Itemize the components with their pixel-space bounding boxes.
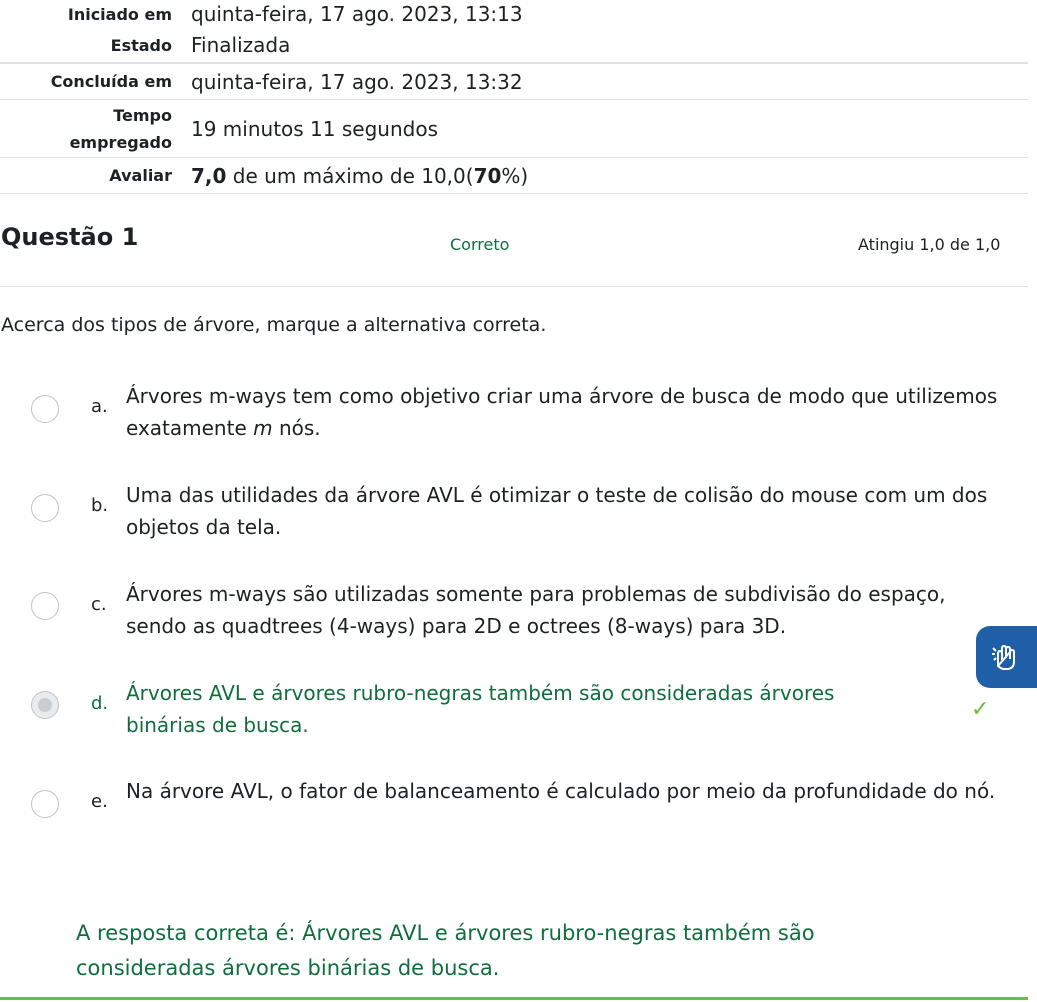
question-title: Questão 1: [1, 223, 139, 251]
summary-label: [0, 102, 172, 156]
right-answer-feedback: [0, 888, 1028, 1000]
divider: [0, 286, 1028, 287]
feedback-text: A resposta correta é: Árvores AVL e árvores rubro-negras também são consideradas árvores binárias de busca.: [76, 921, 815, 980]
option-text: Uma das utilidades da árvore AVL é otimizar o teste de colisão do mouse com um dos objetos da tela.: [126, 483, 988, 539]
question-text: Acerca dos tipos de árvore, marque a alternativa correta.: [1, 314, 547, 336]
radio-button[interactable]: [31, 494, 59, 522]
answer-option-e[interactable]: [31, 775, 1021, 835]
check-icon: ✓: [971, 697, 990, 722]
answer-option-c[interactable]: [31, 578, 1021, 638]
radio-button[interactable]: [31, 691, 59, 719]
sign-language-icon: [990, 640, 1024, 674]
summary-value: quinta-feira, 17 ago. 2023, 13:13: [191, 2, 523, 26]
summary-row-time: [0, 100, 1028, 158]
summary-label-line: Tempo: [113, 105, 172, 125]
summary-label: Estado: [110, 35, 172, 55]
answer-option-b[interactable]: [31, 479, 1021, 539]
grade-value: 7,0: [191, 163, 227, 188]
summary-row-started: [0, 0, 1028, 28]
summary-row-state: [0, 28, 1028, 64]
summary-value: [172, 164, 528, 188]
option-letter: e.: [91, 791, 108, 812]
radio-button[interactable]: [31, 790, 59, 818]
summary-row-completed: [0, 64, 1028, 100]
summary-row-grade: [0, 158, 1028, 194]
summary-value: 19 minutos 11 segundos: [191, 116, 438, 141]
summary-label: Concluída em: [50, 72, 172, 91]
answer-option-a[interactable]: [31, 380, 1021, 440]
option-text: Árvores AVL e árvores rubro-negras também são consideradas árvores binárias de busca.: [126, 681, 835, 737]
accessibility-widget-button[interactable]: [976, 626, 1037, 688]
option-letter: a.: [91, 396, 108, 417]
summary-value: Finalizada: [191, 33, 291, 57]
summary-label: Iniciado em: [67, 4, 172, 24]
question-state: Correto: [450, 235, 510, 254]
grade-percent: 70: [473, 163, 502, 188]
summary-value: quinta-feira, 17 ago. 2023, 13:32: [191, 69, 523, 94]
summary-label: Avaliar: [109, 166, 172, 185]
question-grade: Atingiu 1,0 de 1,0: [858, 235, 1001, 254]
grade-middle: de um máximo de 10,0(: [226, 163, 474, 188]
radio-button[interactable]: [31, 592, 59, 620]
attempt-summary: [0, 0, 1028, 194]
option-text: Na árvore AVL, o fator de balanceamento é calculado por meio da profundidade do nó.: [126, 779, 996, 803]
option-letter: d.: [91, 693, 109, 714]
answer-option-d[interactable]: [31, 677, 1021, 737]
summary-label-line: empregado: [69, 132, 172, 152]
option-letter: c.: [91, 594, 107, 615]
radio-button[interactable]: [31, 395, 59, 423]
option-text: Árvores m-ways são utilizadas somente para problemas de subdivisão do espaço, sendo as quadtrees (4-ways) para 2D e octrees (8-ways) para 3D.: [126, 582, 946, 638]
option-text: Árvores m-ways tem como objetivo criar uma árvore de busca de modo que utilizemos exatamente m nós.: [126, 384, 998, 440]
option-letter: b.: [91, 495, 109, 516]
grade-end: %): [501, 163, 529, 188]
